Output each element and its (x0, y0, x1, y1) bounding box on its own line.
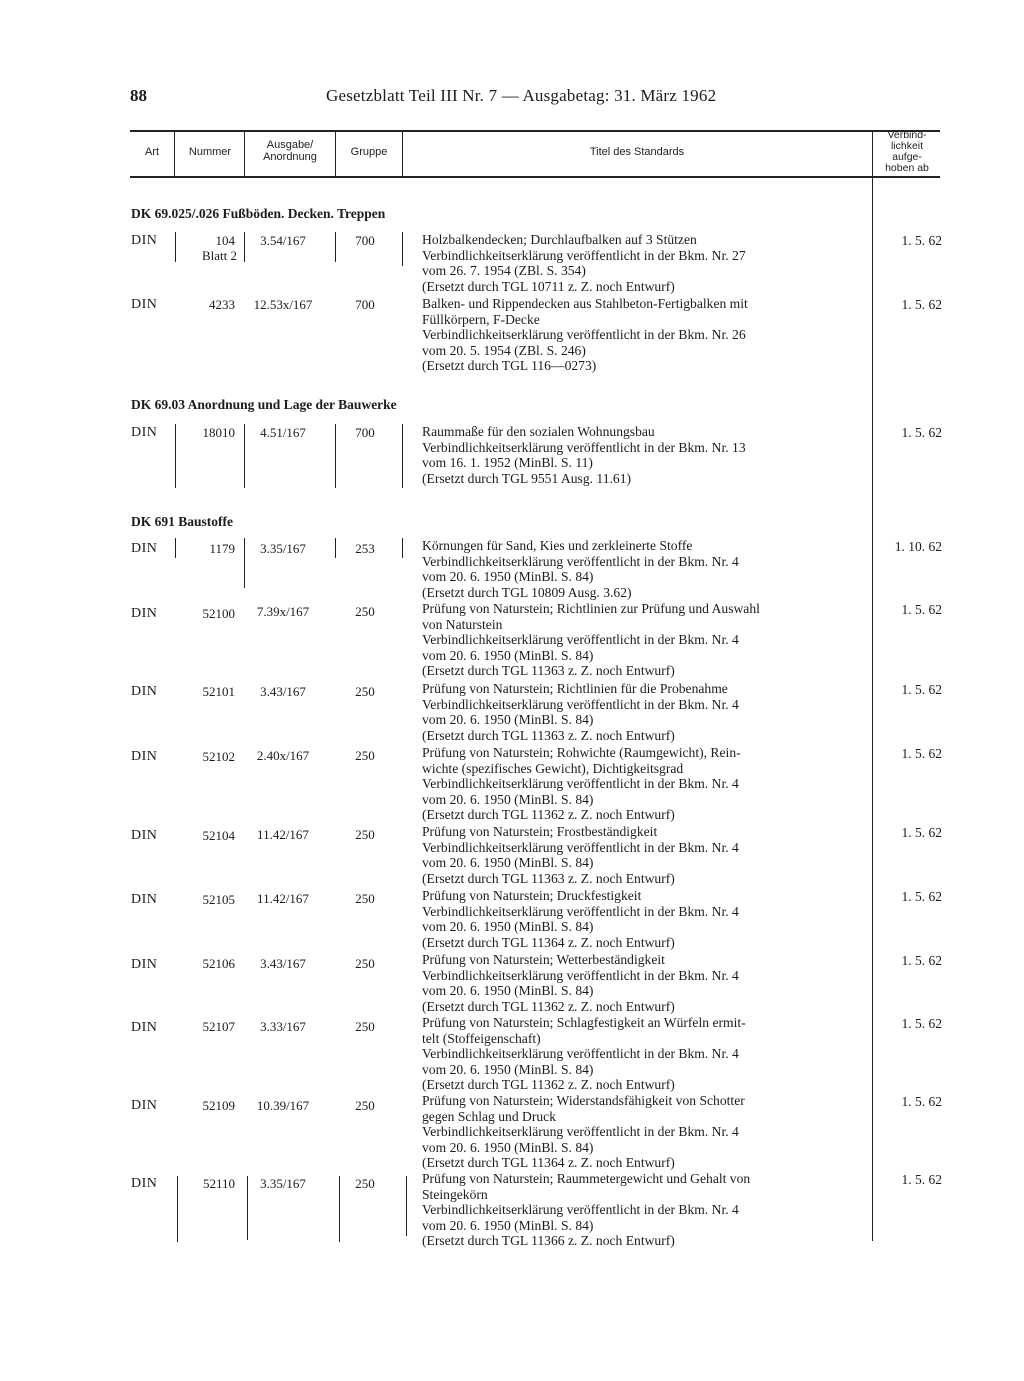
page-header (130, 86, 930, 114)
titel-line: vom 20. 6. 1950 (MinBl. S. 84) (422, 791, 594, 807)
titel-line: (Ersetzt durch TGL 11363 z. Z. noch Entwurf) (422, 727, 675, 743)
art-cell: DIN (131, 233, 158, 248)
titel-line: Verbindlichkeitserklärung veröffentlicht in der Bkm. Nr. 4 (422, 903, 739, 919)
gruppe-cell: 250 (355, 1176, 375, 1191)
titel-line: Verbindlichkeitserklärung veröffentlicht in der Bkm. Nr. 4 (422, 1124, 739, 1140)
col-header-verb-line3: aufge- (892, 151, 922, 163)
ausgabe-cell: 7.39x/167 (256, 604, 310, 619)
titel-line: (Ersetzt durch TGL 10809 Ausg. 3.62) (422, 584, 632, 600)
titel-line: vom 20. 6. 1950 (MinBl. S. 84) (422, 647, 594, 663)
titel-line: vom 16. 1. 1952 (MinBl. S. 11) (422, 455, 593, 471)
nummer-cell: 52110 (202, 1176, 235, 1191)
col-header-ausgabe-line1: Ausgabe/ (266, 139, 314, 151)
titel-line: Verbindlichkeitserklärung veröffentlicht in der Bkm. Nr. 4 (422, 967, 739, 983)
titel-line: wichte (spezifisches Gewicht), Dichtigkeitsgrad (422, 760, 684, 776)
ausgabe-cell: 3.43/167 (260, 956, 306, 971)
col-header-titel: Titel des Standards (589, 146, 685, 158)
gruppe-cell: 250 (355, 956, 375, 971)
titel-line: Prüfung von Naturstein; Schlagfestigkeit an Würfeln ermit- (422, 1015, 746, 1030)
body-rule-ausgabe-left (244, 232, 245, 262)
verbindlichkeit-cell: 1. 5. 62 (901, 746, 942, 761)
titel-line: Verbindlichkeitserklärung veröffentlicht in der Bkm. Nr. 4 (422, 696, 739, 712)
body-rule-titel-left (402, 538, 403, 558)
titel-line: (Ersetzt durch TGL 11362 z. Z. noch Entwurf) (422, 807, 675, 823)
ausgabe-cell: 4.51/167 (260, 425, 306, 440)
titel-line: von Naturstein (422, 616, 503, 632)
art-cell: DIN (131, 892, 158, 907)
body-rule-gruppe-left (335, 232, 336, 262)
art-cell: DIN (131, 828, 158, 843)
art-cell: DIN (131, 1098, 158, 1113)
gruppe-cell: 250 (355, 827, 375, 842)
titel-line: gegen Schlag und Druck (422, 1108, 557, 1124)
ausgabe-cell: 3.33/167 (260, 1019, 306, 1034)
nummer-cell: 18010 (202, 425, 235, 440)
titel-line: (Ersetzt durch TGL 10711 z. Z. noch Entwurf) (422, 278, 675, 294)
col-header-gruppe: Gruppe (350, 146, 388, 158)
titel-line: Holzbalkendecken; Durchlaufbalken auf 3 Stützen (422, 232, 697, 247)
nummer-sub-cell: Blatt 2 (201, 248, 237, 263)
titel-line: vom 20. 5. 1954 (ZBl. S. 246) (422, 342, 586, 358)
ausgabe-cell: 11.42/167 (257, 891, 309, 906)
body-rule-nummer-left (177, 1176, 178, 1242)
body-rule-ausgabe-left (247, 1176, 248, 1240)
titel-line: Verbindlichkeitserklärung veröffentlicht in der Bkm. Nr. 4 (422, 553, 739, 569)
art-cell: DIN (131, 684, 158, 699)
titel-line: Prüfung von Naturstein; Druckfestigkeit (422, 888, 642, 903)
nummer-cell: 52104 (202, 828, 235, 843)
titel-line: Raummaße für den sozialen Wohnungsbau (422, 424, 655, 439)
verbindlichkeit-cell: 1. 5. 62 (901, 602, 942, 617)
gruppe-cell: 250 (355, 1019, 375, 1034)
body-rule-titel-left (406, 1176, 407, 1236)
col-header-nummer: Nummer (188, 146, 232, 158)
col-divider-4 (402, 131, 403, 177)
titel-line: vom 26. 7. 1954 (ZBl. S. 354) (422, 263, 586, 279)
nummer-cell: 52106 (202, 956, 235, 971)
table-header-bottom-rule (130, 176, 940, 178)
titel-line: (Ersetzt durch TGL 116—0273) (422, 358, 597, 374)
art-cell: DIN (131, 606, 158, 621)
ausgabe-cell: 2.40x/167 (256, 748, 310, 763)
body-rule-gruppe-left (335, 538, 336, 558)
titel-line: Verbindlichkeitserklärung veröffentlicht in der Bkm. Nr. 27 (422, 247, 746, 263)
titel-line: vom 20. 6. 1950 (MinBl. S. 84) (422, 712, 594, 728)
section-title: DK 691 Baustoffe (131, 514, 233, 529)
titel-line: vom 20. 6. 1950 (MinBl. S. 84) (422, 1139, 594, 1155)
verbindlichkeit-cell: 1. 5. 62 (901, 825, 942, 840)
titel-line: vom 20. 6. 1950 (MinBl. S. 84) (422, 1217, 594, 1233)
verbindlichkeit-cell: 1. 5. 62 (901, 425, 942, 440)
verbindlichkeit-cell: 1. 10. 62 (894, 539, 942, 554)
header-title: Gesetzblatt Teil III Nr. 7 — Ausgabetag: 31. März 1962 (326, 86, 717, 105)
titel-line: Prüfung von Naturstein; Wetterbeständigkeit (422, 952, 665, 967)
titel-line: Prüfung von Naturstein; Raummetergewicht und Gehalt von (422, 1171, 751, 1186)
nummer-cell: 52102 (202, 749, 235, 764)
titel-line: Prüfung von Naturstein; Frostbeständigkeit (422, 824, 658, 839)
art-cell: DIN (131, 957, 158, 972)
page-number: 88 (130, 86, 147, 105)
titel-line: (Ersetzt durch TGL 11364 z. Z. noch Entwurf) (422, 1155, 675, 1171)
body-rule-ausgabe-left (244, 538, 245, 588)
titel-line: Verbindlichkeitserklärung veröffentlicht in der Bkm. Nr. 4 (422, 776, 739, 792)
body-rule-titel-left (402, 424, 403, 488)
nummer-cell: 52101 (202, 684, 235, 699)
ausgabe-cell: 3.35/167 (260, 1176, 306, 1191)
gruppe-cell: 700 (355, 233, 375, 248)
gruppe-cell: 250 (355, 684, 375, 699)
titel-line: (Ersetzt durch TGL 11362 z. Z. noch Entwurf) (422, 998, 675, 1014)
art-cell: DIN (131, 1176, 158, 1191)
titel-line: Prüfung von Naturstein; Rohwichte (Raumgewicht), Rein- (422, 745, 741, 760)
titel-line: vom 20. 6. 1950 (MinBl. S. 84) (422, 983, 594, 999)
ausgabe-cell: 3.43/167 (260, 684, 306, 699)
art-cell: DIN (131, 1020, 158, 1035)
nummer-cell: 1179 (209, 541, 235, 556)
titel-line: Verbindlichkeitserklärung veröffentlicht in der Bkm. Nr. 26 (422, 327, 746, 343)
body-rule-gruppe-left (335, 424, 336, 488)
body-rule-nummer-left (175, 538, 176, 558)
body-rule-nummer-left (175, 424, 176, 488)
ausgabe-cell: 12.53x/167 (253, 297, 313, 312)
gruppe-cell: 700 (355, 425, 375, 440)
gruppe-cell: 250 (355, 1098, 375, 1113)
col-header-verb-line2: lichkeit (890, 140, 924, 152)
col-header-verb-line4: hoben ab (885, 162, 929, 174)
titel-line: (Ersetzt durch TGL 11364 z. Z. noch Entwurf) (422, 934, 675, 950)
body-rule-ausgabe-left (244, 424, 245, 488)
table-top-rule (130, 130, 940, 132)
titel-line: vom 20. 6. 1950 (MinBl. S. 84) (422, 919, 594, 935)
section-title: DK 69.03 Anordnung und Lage der Bauwerke (131, 397, 397, 412)
ausgabe-cell: 3.54/167 (260, 233, 306, 248)
titel-line: (Ersetzt durch TGL 11366 z. Z. noch Entwurf) (422, 1233, 675, 1249)
verbindlichkeit-cell: 1. 5. 62 (901, 953, 942, 968)
titel-line: (Ersetzt durch TGL 11362 z. Z. noch Entwurf) (422, 1077, 675, 1093)
gruppe-cell: 253 (355, 541, 375, 556)
verbindlichkeit-cell: 1. 5. 62 (901, 682, 942, 697)
verbindlichkeit-cell: 1. 5. 62 (901, 1172, 942, 1187)
verbindlichkeit-cell: 1. 5. 62 (901, 233, 942, 248)
col-header-verb-line1: Verbind- (887, 129, 927, 141)
col-header-verbindlichkeit (874, 130, 940, 174)
verbindlichkeit-cell: 1. 5. 62 (901, 1016, 942, 1031)
ausgabe-cell: 10.39/167 (256, 1098, 310, 1113)
ausgabe-cell: 11.42/167 (257, 827, 309, 842)
art-cell: DIN (131, 541, 158, 556)
body-rule-gruppe-left (339, 1176, 340, 1242)
nummer-cell: 52107 (202, 1019, 235, 1034)
titel-line: Prüfung von Naturstein; Richtlinien für die Probenahme (422, 681, 728, 696)
titel-line: vom 20. 6. 1950 (MinBl. S. 84) (422, 1061, 594, 1077)
titel-line: (Ersetzt durch TGL 11363 z. Z. noch Entwurf) (422, 870, 675, 886)
titel-line: Prüfung von Naturstein; Widerstandsfähigkeit von Schotter (422, 1093, 745, 1108)
body-rule-titel-left (402, 232, 403, 266)
col-header-ausgabe-line2: Anordnung (263, 151, 317, 163)
gruppe-cell: 250 (355, 604, 375, 619)
col-divider-3 (335, 131, 336, 177)
titel-line: vom 20. 6. 1950 (MinBl. S. 84) (422, 569, 594, 585)
verbindlichkeit-cell: 1. 5. 62 (901, 297, 942, 312)
nummer-cell: 52109 (202, 1098, 235, 1113)
titel-line: telt (Stoffeigenschaft) (422, 1030, 541, 1046)
gruppe-cell: 700 (355, 297, 375, 312)
nummer-cell: 4233 (209, 297, 235, 312)
body-rule-nummer-left (175, 232, 176, 262)
titel-line: Prüfung von Naturstein; Richtlinien zur Prüfung und Auswahl (422, 601, 760, 616)
col-header-art: Art (144, 146, 160, 158)
nummer-cell: 52100 (202, 606, 235, 621)
titel-line: Verbindlichkeitserklärung veröffentlicht in der Bkm. Nr. 4 (422, 839, 739, 855)
section-title: DK 69.025/.026 Fußböden. Decken. Treppen (131, 206, 386, 221)
art-cell: DIN (131, 297, 158, 312)
titel-line: Steingekörn (422, 1186, 488, 1202)
titel-line: (Ersetzt durch TGL 11363 z. Z. noch Entwurf) (422, 663, 675, 679)
art-cell: DIN (131, 749, 158, 764)
titel-line: Balken- und Rippendecken aus Stahlbeton-Fertigbalken mit (422, 296, 748, 311)
titel-line: Verbindlichkeitserklärung veröffentlicht in der Bkm. Nr. 4 (422, 1202, 739, 1218)
titel-line: (Ersetzt durch TGL 9551 Ausg. 11.61) (422, 470, 632, 486)
titel-line: Füllkörpern, F-Decke (422, 311, 540, 327)
gruppe-cell: 250 (355, 748, 375, 763)
col-divider-1 (174, 131, 175, 177)
gruppe-cell: 250 (355, 891, 375, 906)
verbindlichkeit-cell: 1. 5. 62 (901, 889, 942, 904)
art-cell: DIN (131, 425, 158, 440)
titel-line: vom 20. 6. 1950 (MinBl. S. 84) (422, 855, 594, 871)
nummer-cell: 104 (215, 233, 235, 248)
ausgabe-cell: 3.35/167 (260, 541, 306, 556)
titel-line: Körnungen für Sand, Kies und zerkleinerte Stoffe (422, 538, 693, 553)
nummer-cell: 52105 (202, 892, 235, 907)
verbindlichkeit-cell: 1. 5. 62 (901, 1094, 942, 1109)
titel-line: Verbindlichkeitserklärung veröffentlicht in der Bkm. Nr. 4 (422, 1046, 739, 1062)
titel-line: Verbindlichkeitserklärung veröffentlicht in der Bkm. Nr. 13 (422, 439, 746, 455)
col-header-ausgabe (246, 139, 334, 163)
col-divider-2 (244, 131, 245, 177)
titel-line: Verbindlichkeitserklärung veröffentlicht in der Bkm. Nr. 4 (422, 632, 739, 648)
